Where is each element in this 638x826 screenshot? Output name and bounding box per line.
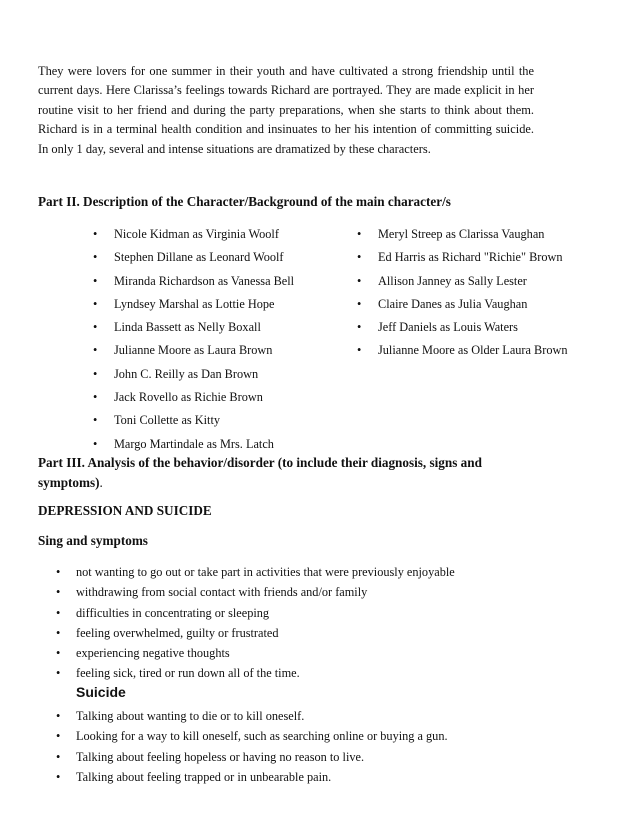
part3-heading-line2-text: symptoms) <box>38 475 100 490</box>
cast-item: • Meryl Streep as Clarissa Vaughan <box>357 223 568 246</box>
suicide-sign-item: • Looking for a way to kill oneself, such as searching online or buying a gun. <box>56 726 448 746</box>
part3-heading-line1: Part III. Analysis of the behavior/disorder (to include their diagnosis, signs and <box>38 455 482 470</box>
cast-item: • Claire Danes as Julia Vaughan <box>357 293 568 316</box>
cast-item: • Toni Collette as Kitty <box>93 409 294 432</box>
signs-heading: Sing and symptoms <box>38 533 148 548</box>
cast-item: • Nicole Kidman as Virginia Woolf <box>93 223 294 246</box>
suicide-sign-item: • Talking about wanting to die or to kill oneself. <box>56 706 448 726</box>
cast-item: • Jack Rovello as Richie Brown <box>93 386 294 409</box>
part3-heading-line2 <box>38 473 548 493</box>
part3-heading <box>38 453 548 493</box>
symptom-item: • feeling sick, tired or run down all of the time. <box>56 663 455 683</box>
symptom-item: • withdrawing from social contact with friends and/or family <box>56 582 455 602</box>
cast-item: • Julianne Moore as Laura Brown <box>93 339 294 362</box>
cast-item: • John C. Reilly as Dan Brown <box>93 363 294 386</box>
cast-item: • Jeff Daniels as Louis Waters <box>357 316 568 339</box>
cast-list-right <box>357 223 568 363</box>
part3-heading-period: . <box>99 475 103 490</box>
cast-item: • Stephen Dillane as Leonard Woolf <box>93 246 294 269</box>
intro-paragraph: They were lovers for one summer in their youth and have cultivated a strong friendship until the current days. Here Clarissa’s feelings towards Richard are portrayed. They are made explicit in her routine visit to her friend and during the party preparations, when she starts to think about them. Richard is in a terminal health condition and insinuates to her his intention of committing suicide. In only 1 day, several and intense situations are dramatized by these characters. <box>38 64 534 156</box>
symptom-item: • experiencing negative thoughts <box>56 643 455 663</box>
symptom-list <box>56 562 455 684</box>
suicide-sign-item: • Talking about feeling hopeless or having no reason to live. <box>56 747 448 767</box>
topic-heading: DEPRESSION AND SUICIDE <box>38 503 212 518</box>
cast-item: • Julianne Moore as Older Laura Brown <box>357 339 568 362</box>
suicide-sign-item: • Talking about feeling trapped or in unbearable pain. <box>56 767 448 787</box>
cast-item: • Linda Bassett as Nelly Boxall <box>93 316 294 339</box>
cast-item: • Lyndsey Marshal as Lottie Hope <box>93 293 294 316</box>
suicide-signs-list <box>56 706 448 787</box>
suicide-heading: Suicide <box>76 684 126 700</box>
cast-item: • Ed Harris as Richard "Richie" Brown <box>357 246 568 269</box>
cast-item: • Margo Martindale as Mrs. Latch <box>93 433 294 456</box>
cast-list-left <box>93 223 294 456</box>
symptom-item: • feeling overwhelmed, guilty or frustrated <box>56 623 455 643</box>
symptom-item: • difficulties in concentrating or sleeping <box>56 603 455 623</box>
cast-item: • Miranda Richardson as Vanessa Bell <box>93 270 294 293</box>
cast-item: • Allison Janney as Sally Lester <box>357 270 568 293</box>
symptom-item: • not wanting to go out or take part in activities that were previously enjoyable <box>56 562 455 582</box>
part2-heading: Part II. Description of the Character/Background of the main character/s <box>38 194 451 209</box>
